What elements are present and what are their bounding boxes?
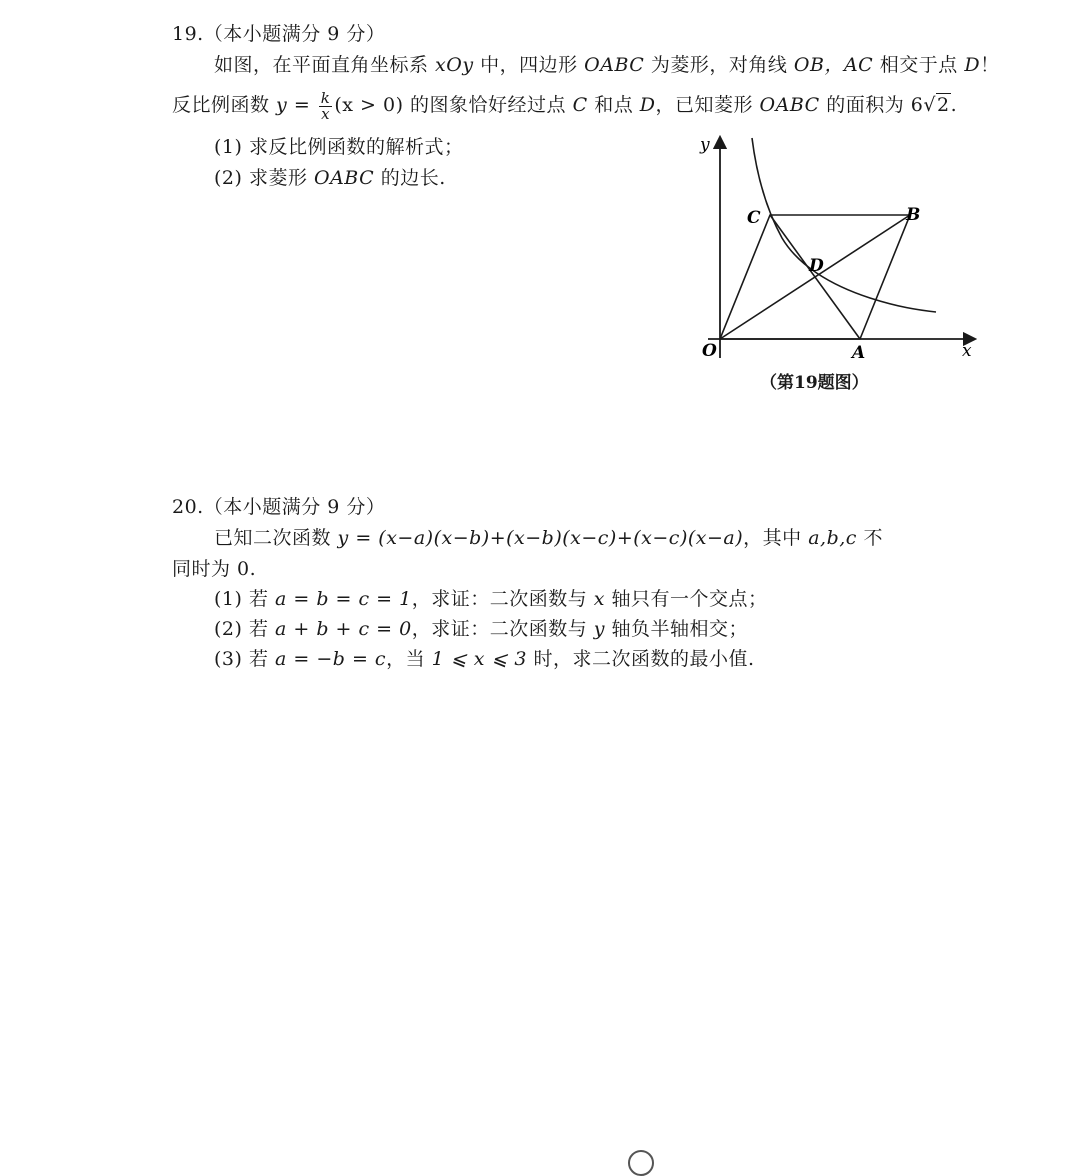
q19-stem2-b: 的图象恰好经过点 [403, 94, 573, 116]
q19-stem2-cond: (x > 0) [334, 94, 404, 116]
q19-area-coef: 6 [910, 94, 924, 116]
q20-header-text: 20.（本小题满分 9 分） [172, 496, 386, 518]
q19-frac-num: k [320, 88, 331, 107]
q20-sub3-b: ，当 [386, 648, 432, 670]
q20-sub1 [214, 587, 768, 611]
q19-stem2-shape: OABC [759, 94, 820, 116]
q19-stem1-var: xOy [435, 54, 474, 76]
q20-sub3-cond: a = −b = c [275, 648, 387, 670]
q19-sub2-a: (2) 求菱形 [214, 167, 314, 189]
q19-stem1-a: 如图，在平面直角坐标系 [214, 54, 436, 76]
q19-stem2-c-pt: C [572, 94, 588, 116]
q19-sub1-text: (1) 求反比例函数的解析式； [214, 136, 464, 158]
q19-stem1-shape: OABC [584, 54, 645, 76]
q19-figure-caption [760, 372, 869, 394]
q20-stem-vars: a,b,c [808, 527, 857, 549]
q19-stem2-a: 反比例函数 [172, 94, 277, 116]
label-a: A [852, 343, 866, 363]
q20-sub3-c: 时，求二次函数的最小值. [527, 648, 755, 670]
q20-sub2-c: 轴负半轴相交； [605, 618, 749, 640]
q20-stem-a: 已知二次函数 [214, 527, 338, 549]
q20-sub2-b: ，求证：二次函数与 [411, 618, 594, 640]
q20-stem-line2 [172, 557, 256, 581]
q20-stem-b: ，其中 [743, 527, 809, 549]
q19-stem1-b: 中，四边形 [473, 54, 585, 76]
q19-figure-caption-text: （第19题图） [760, 373, 869, 393]
label-x: x [962, 341, 972, 361]
q20-stem-line1 [214, 526, 883, 550]
hyperbola-curve [752, 138, 936, 312]
label-y: y [700, 135, 710, 155]
q19-stem1-pt: D [964, 54, 981, 76]
label-o: O [702, 341, 717, 361]
q19-figure [690, 130, 980, 370]
q20-sub1-x: x [593, 588, 605, 610]
q20-sub2 [214, 617, 748, 641]
q19-fraction [319, 88, 333, 123]
label-b: B [906, 205, 921, 225]
q20-sub1-b: ，求证：二次函数与 [411, 588, 594, 610]
q20-sub1-c: 轴只有一个交点； [604, 588, 768, 610]
q19-stem1-e: ！ [980, 54, 1000, 76]
q19-stem-line2 [172, 90, 957, 122]
label-d: D [809, 256, 824, 276]
sqrt-icon: √ [923, 94, 936, 116]
q19-stem2-e: 的面积为 [819, 94, 911, 116]
q19-sub2-shape: OABC [314, 167, 375, 189]
q19-stem1-d: 相交于点 [873, 54, 965, 76]
q20-sub2-cond: a + b + c = 0 [275, 618, 412, 640]
q19-sub1 [214, 135, 463, 159]
diagonal-ac [770, 215, 860, 339]
q19-stem2-y: y [276, 94, 288, 116]
q19-stem2-d: ，已知菱形 [655, 94, 760, 116]
page-footer-circle-icon [628, 1150, 654, 1176]
q19-sqrt-arg: 2 [936, 94, 950, 116]
q20-sub2-y: y [593, 618, 605, 640]
q19-stem1-diag: OB，AC [793, 54, 874, 76]
q20-stem-c: 不 [856, 527, 883, 549]
q19-sub2-b: 的边长. [374, 167, 446, 189]
q19-stem1-c: 为菱形，对角线 [644, 54, 794, 76]
q19-stem2-eq: = [287, 94, 317, 116]
q20-stem2-text: 同时为 0. [172, 558, 257, 580]
q20-sub1-a: (1) 若 [214, 588, 275, 610]
q19-stem2-end: . [950, 94, 958, 116]
q20-stem-func: y = (x−a)(x−b)+(x−b)(x−c)+(x−c)(x−a) [337, 527, 744, 549]
q19-frac-den: x [321, 104, 331, 123]
q20-header [172, 495, 385, 519]
q19-stem-line1 [214, 53, 1000, 77]
q20-sub1-cond: a = b = c = 1 [275, 588, 412, 610]
q20-sub3 [214, 647, 755, 671]
q19-sub2 [214, 166, 446, 190]
q19-stem2-c: 和点 [587, 94, 640, 116]
label-c: C [747, 208, 761, 228]
q20-sub3-a: (3) 若 [214, 648, 275, 670]
q19-header-text: 19.（本小题满分 9 分） [172, 23, 386, 45]
q19-stem2-d-pt: D [639, 94, 656, 116]
q20-sub3-range: 1 ⩽ x ⩽ 3 [431, 648, 527, 670]
q20-sub2-a: (2) 若 [214, 618, 275, 640]
q19-header [172, 22, 385, 46]
